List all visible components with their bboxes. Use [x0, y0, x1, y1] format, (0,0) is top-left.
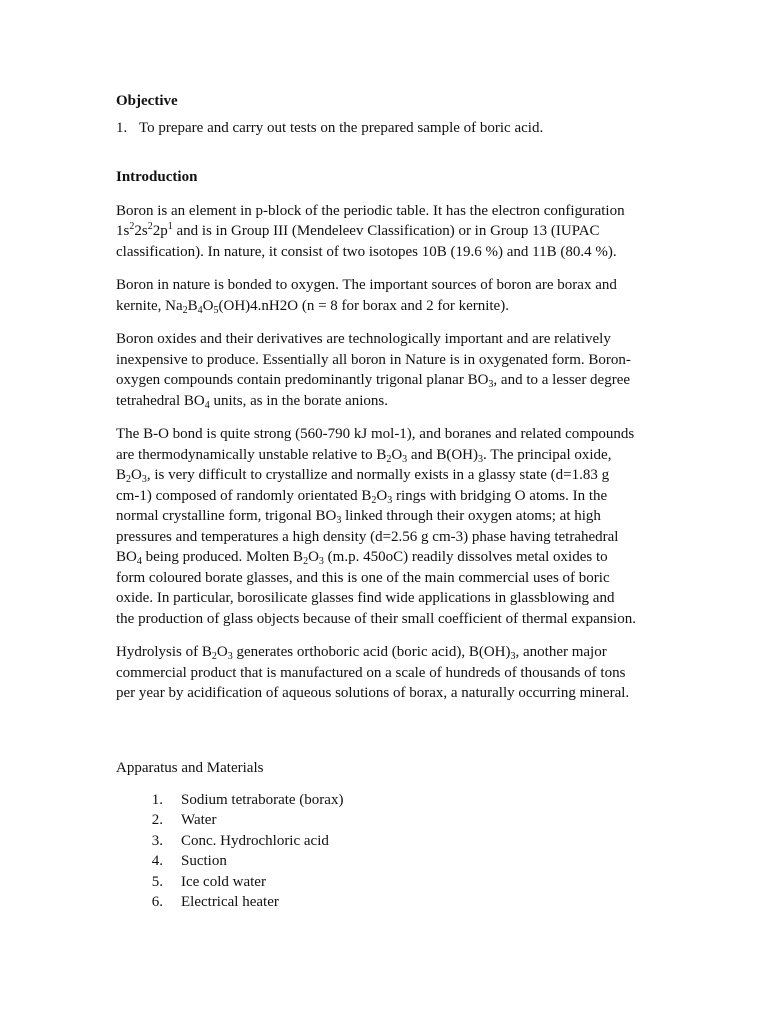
intro-paragraph-3: Boron oxides and their derivatives are technologically important and are relatively inexpensive to produce. Essentially all boron in Nature is in oxygenated form. Boron-oxygen compounds contain predominantly trigonal planar $BO_3$, and to a lesser degree tetrahedral $BO_4$ units, as in the borate anions.	[116, 331, 631, 411]
objective-heading: Objective	[116, 93, 178, 109]
list-item: 3. Conc. Hydrochloric acid	[151, 832, 329, 849]
objective-item	[116, 118, 636, 139]
list-item: 4. Suction	[151, 853, 227, 870]
intro-paragraph-1: Boron is an element in p-block of the periodic table. It has the electron configuration $1s^22s^22p^1$ and is in Group III (Mendeleev Classification) or in Group 13 (IUPAC classification). In nature, it consist of two isotopes 10B (19.6 %) and 11B (80.4 %).	[116, 202, 625, 260]
intro-paragraph-5: Hydrolysis of $B_2O_3$ generates orthoboric acid (boric acid), $B(OH)_3$, another major commercial product that is manufactured on a scale of hundreds of thousands of tons per year by acidification of aqueous solutions of borax, a naturally occurring mineral.	[116, 644, 630, 701]
introduction-heading: Introduction	[116, 169, 198, 185]
list-item: 6. Electrical heater	[151, 893, 279, 910]
list-item: 2. Water	[151, 812, 217, 829]
document-content	[116, 91, 636, 912]
list-item: 1. Sodium tetraborate (borax)	[151, 792, 344, 808]
intro-paragraph-2: Boron in nature is bonded to oxygen. The important sources of boron are borax and kernite, $Na_2B_4O_5(OH)4.nH2O$ (n = 8 for borax and 2 for kernite).	[116, 277, 617, 316]
apparatus-heading: Apparatus and Materials	[116, 759, 264, 776]
list-item: 5. Ice cold water	[151, 873, 266, 890]
objective-text: To prepare and carry out tests on the prepared sample of boric acid.	[139, 119, 544, 136]
apparatus-list	[116, 790, 636, 912]
objective-number: 1.	[116, 119, 128, 136]
intro-paragraph-4: The B-O bond is quite strong (560-790 kJ mol-1), and boranes and related compounds are thermodynamically unstable relative to $B_2O_3$ and $B(OH)_3$. The principal oxide, $B_2O_3$, is very difficult to crystallize and normally exists in a glassy state (d=1.83 g cm-1) composed of randomly orientated $B_2O_3$ rings with bridging O atoms. In the normal crystalline form, trigonal $BO_3$ linked through their oxygen atoms; at high pressures and temperatures a high density (d=2.56 g cm-3) phase having tetrahedral $BO_4$ being produced. Molten $B_2O_3$ (m.p. 450oC) readily dissolves metal oxides to form coloured borate glasses, and this is one of the main commercial uses of boric oxide. In particular, borosilicate glasses find wide applications in glassblowing and the production of glass objects because of their small coefficient of thermal expansion.	[116, 426, 636, 627]
